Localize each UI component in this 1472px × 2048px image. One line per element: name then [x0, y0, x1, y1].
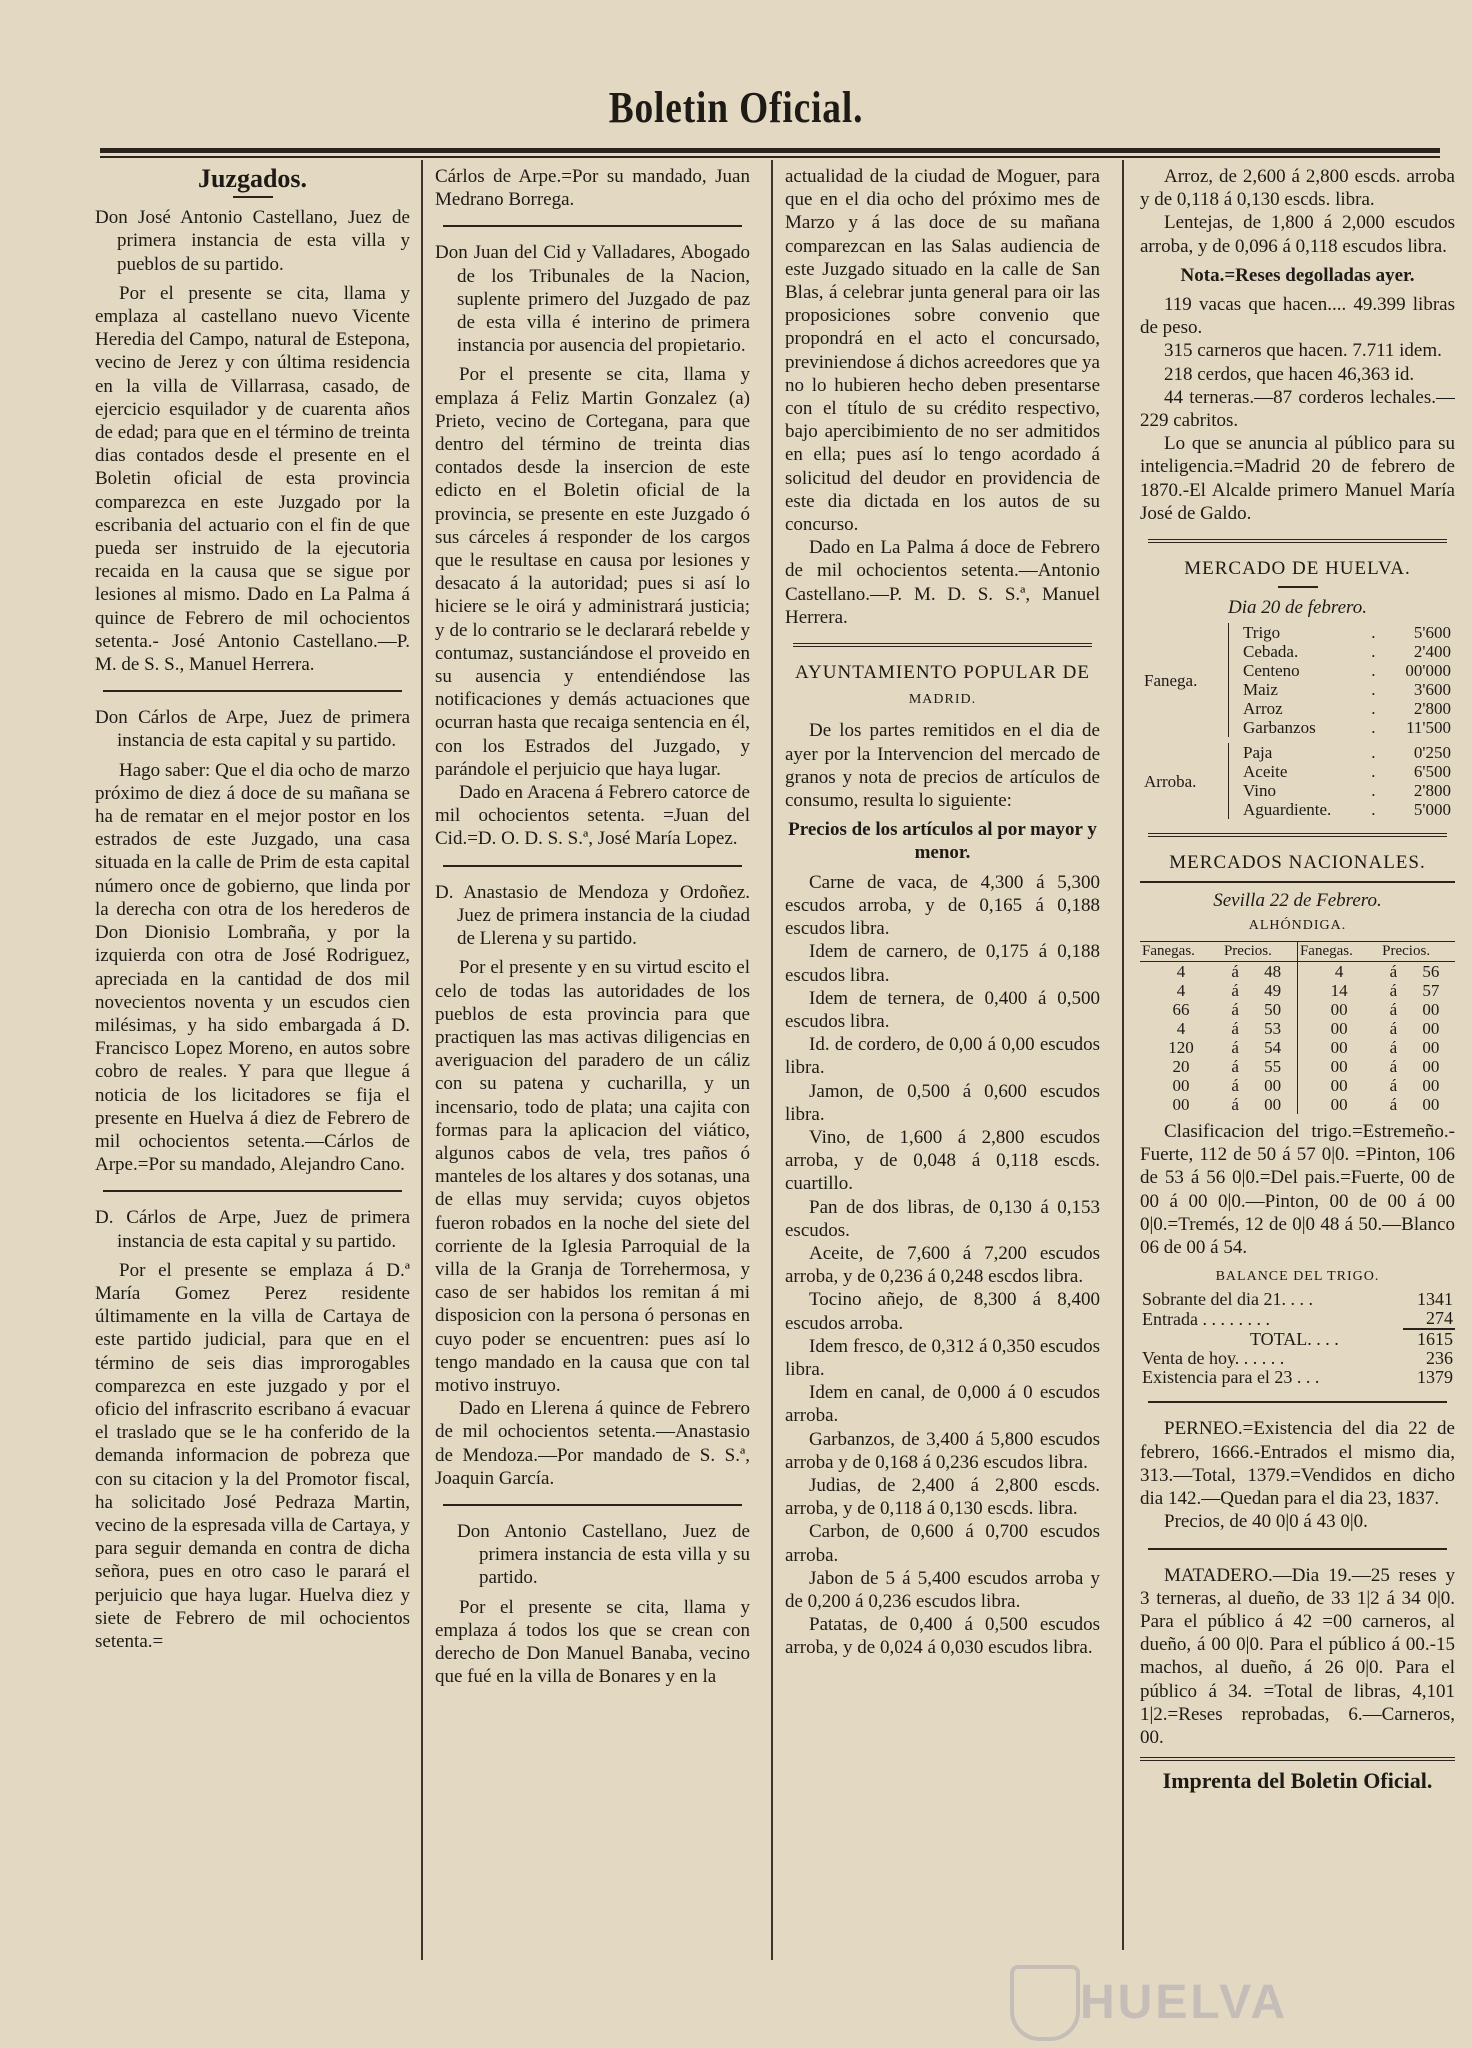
balance-label: Entrada . . . . . . . .	[1142, 1308, 1270, 1329]
column-divider	[421, 160, 423, 1960]
dot-cell: .	[1371, 623, 1376, 643]
table-row	[1140, 623, 1455, 642]
table-cell: 4	[1297, 962, 1380, 982]
notice-separator	[443, 1504, 742, 1506]
watermark-text: HUELVA	[1080, 1976, 1289, 2029]
product-name: Garbanzos	[1243, 718, 1316, 738]
product-price: 3'600	[1413, 680, 1451, 700]
notice-separator	[103, 1190, 402, 1192]
notice-body: Dado en Llerena á quince de Febrero de mil ochocientos setenta.—Anastasio de Mendoza.—Por mandado de S. S.ª, Joaquin García.	[435, 1398, 750, 1489]
balance-table	[1140, 1290, 1455, 1387]
price-item: Idem de ternera, de 0,400 á 0,500 escudos libra.	[785, 987, 1100, 1032]
table-row	[1140, 1368, 1455, 1387]
notice-body: Dado en Aracena á Febrero catorce de mil ochocientos setenta. =Juan del Cid.=D. O. D. S. S.ª, José María Lopez.	[435, 782, 750, 850]
mercado-date: Dia 20 de febrero.	[1228, 597, 1367, 619]
balance-title: BALANCE DEL TRIGO.	[1215, 1269, 1380, 1285]
price-item: Aceite, de 7,600 á 7,200 escudos arroba, y de 0,236 á 0,248 escdos libra.	[785, 1242, 1100, 1288]
table-cell: 49	[1264, 981, 1282, 1001]
dot-cell: .	[1371, 699, 1376, 719]
table-cell: 00	[1172, 1095, 1190, 1115]
thin-rule	[1140, 881, 1455, 883]
product-name: Cebada.	[1243, 642, 1299, 662]
brace-cell	[1229, 642, 1240, 661]
balance-label: Sobrante del dia 21. . . .	[1142, 1289, 1313, 1310]
table-cell: 00	[1422, 1038, 1440, 1058]
table-cell: 4	[1176, 1019, 1186, 1039]
product-name: Centeno	[1243, 661, 1300, 681]
clasificacion: Clasificacion del trigo.=Estremeño.-Fuerte, 112 de 50 á 57 0|0. =Pinton, 106 de 53 á 56 0|0.=Del pais.=Fuerte, 00 de 00 á 00 0|0.—Pinton, 00 de 00 á 00 0|0.=Tremés, 12 de 0|0 48 á 50.—Blanco 06 de 00 á 54.	[1140, 1121, 1455, 1259]
table-cell: 00	[1264, 1076, 1282, 1096]
notice-separator	[443, 225, 742, 227]
column-divider	[1122, 160, 1124, 1950]
notice-body: De los partes remitidos en el dia de ayer por la Intervencion del mercado de granos y nota de precios de artículos de consumo, resulta lo siguiente:	[785, 720, 1100, 812]
brace-cell	[1229, 743, 1240, 762]
table-cell: 4	[1176, 962, 1186, 982]
product-name: Arroz	[1243, 699, 1283, 719]
watermark-seal-icon	[1010, 1965, 1080, 2041]
table-header: Fanegas.	[1140, 942, 1222, 962]
section-separator	[1148, 833, 1447, 837]
product-price: 11'500	[1406, 718, 1451, 738]
notice-heading: Don José Antonio Castellano, Juez de primera instancia de esta villa y pueblos de su partido.	[95, 207, 410, 275]
table-cell: 00	[1264, 1095, 1282, 1115]
product-name: Trigo	[1243, 623, 1281, 643]
brace-cell	[1229, 718, 1240, 737]
table-cell: á	[1231, 1095, 1239, 1115]
table-row	[1140, 1057, 1455, 1076]
table-cell: 50	[1264, 1000, 1282, 1020]
column-divider	[771, 160, 773, 1960]
price-item: Idem en canal, de 0,000 á 0 escudos arroba.	[785, 1382, 1100, 1427]
table-header: Precios.	[1380, 942, 1455, 962]
product-name: Aguardiente.	[1243, 800, 1332, 820]
table-cell: 4	[1176, 981, 1186, 1001]
table-cell: á	[1231, 981, 1239, 1001]
table-cell: 56	[1422, 962, 1440, 982]
table-cell: á	[1231, 1076, 1239, 1096]
dot-cell: .	[1371, 661, 1376, 681]
table-row	[1140, 981, 1455, 1000]
price-item: Carne de vaca, de 4,300 á 5,300 escudos arroba, y de 0,165 á 0,188 escudos libra.	[785, 871, 1100, 940]
table-cell: á	[1231, 1019, 1239, 1039]
dot-cell: .	[1371, 800, 1376, 820]
table-cell: 00	[1297, 1000, 1380, 1019]
masthead-title: Boletin Oficial.	[608, 83, 864, 132]
notice-body: Por el presente se cita, llama y emplaza á Feliz Martin Gonzalez (a) Prieto, vecino de Cortegana, para que dentro del término de treinta dias contados desde la insercion de este edicto en el Boletin oficial de la provincia, se presente en este Juzgado ó sus cárceles á responder de los cargos que le resultase en causa por lesiones y desacato á la autoridad; pues si así lo hiciere se le oirá y administrará justicia; y de lo contrario se le declarará rebelde y contumaz, sustanciándose el proveido en su ausencia y entendiéndose las notificaciones y demás actuaciones que ocurran hasta que recaiga sentencia en él, con los Estrados del Juzgado, y parándole el perjuicio que haya lugar.	[435, 364, 750, 780]
column-3	[785, 165, 1100, 2035]
table-cell: á	[1389, 981, 1398, 1001]
table-cell: 66	[1172, 1000, 1190, 1020]
price-list-continued	[1140, 165, 1455, 258]
table-cell: 00	[1297, 1095, 1380, 1114]
section-separator	[1140, 1757, 1455, 1761]
table-cell: á	[1389, 1000, 1398, 1020]
notice-body: Por el presente y en su virtud escito el celo de todas las autoridades de los pueblos de esta provincia para que practiquen las mas activas diligencias en averiguacion del paradero de un cáliz con su patena y cucharilla, y un incensario, todo de plata; una cajita con formas para la aplicacion del viático, algunos cabos de vela, tres paños ó manteles de los altares y dos sotanas, una de ellas muy servida; cuyos objetos fueron robados en la noche del siete del corriente de la Iglesia Parroquial de la villa de la Granja de Torrehermosa, y caso de ser habidos los remitan á mi disposicion con la persona ó personas en cuyo poder se encuentren: pues así lo tengo mandado en la causa que con tal motivo instruyo.	[435, 957, 750, 1396]
table-row	[1140, 1038, 1455, 1057]
product-price: 00'000	[1405, 661, 1451, 681]
table-cell: 00	[1422, 1095, 1440, 1115]
table-cell: á	[1231, 962, 1239, 982]
price-list	[785, 871, 1100, 1660]
product-price: 5'000	[1413, 800, 1451, 820]
table-cell: 00	[1422, 1057, 1440, 1077]
table-cell: 53	[1264, 1019, 1282, 1039]
product-price: 5'600	[1413, 623, 1451, 643]
price-item: Tocino añejo, de 8,300 á 8,400 escudos arroba.	[785, 1289, 1100, 1334]
table-cell: 54	[1264, 1038, 1282, 1058]
notice-heading: Don Juan del Cid y Valladares, Abogado de los Tribunales de la Nacion, suplente primero del Juzgado de paz de esta villa é interino de primera instancia por ausencia del propietario.	[435, 242, 750, 357]
notice-body: actualidad de la ciudad de Moguer, para que en el dia ocho del próximo mes de Marzo y á las doce de su mañana comparezcan en las Salas audiencia de este Juzgado situado en la calle de San Blas, á celebrar junta general para oir las proposiciones sobre convenio que propondrá en el acto el concursado, previniendose á dichos acreedores que ya no lo hubieren hecho deben presentarse con el título de su crédito respectivo, bajo apercibimiento de no ser admitidos en ella; pues así lo tengo acordado á solicitud del deudor en providencia de este dia dictada en los autos de su concurso.	[785, 166, 1100, 536]
notice-heading: D. Anastasio de Mendoza y Ordoñez. Juez de primera instancia de la ciudad de Llerena y su partido.	[435, 881, 750, 950]
brace-cell	[1229, 699, 1240, 718]
table-cell: á	[1231, 1057, 1239, 1077]
nota-heading: Nota.=Reses degolladas ayer.	[1180, 264, 1415, 286]
table-cell: 120	[1168, 1038, 1194, 1058]
section-separator	[793, 643, 1092, 647]
table-cell: á	[1389, 962, 1398, 982]
balance-value: 1615	[1403, 1329, 1455, 1349]
section-subtitle-city: MADRID.	[908, 692, 977, 708]
balance-value: 1379	[1417, 1367, 1453, 1388]
product-name: Vino	[1243, 781, 1276, 801]
table-cell: 00	[1422, 1076, 1440, 1096]
table-cell: á	[1389, 1057, 1398, 1077]
perneo: PERNEO.=Existencia del dia 22 de febrero, 1666.-Entrados el mismo dia, 313.—Total, 1379.=Vendidos en dicho dia 142.—Quedan para el dia 23, 1837.	[1140, 1418, 1455, 1510]
table-cell: 00	[1422, 1000, 1440, 1020]
prices-heading: Precios de los artículos al por mayor y menor.	[788, 819, 1097, 864]
brace-cell	[1229, 661, 1240, 680]
notice-body: Dado en La Palma á doce de Febrero de mil ochocientos setenta.—Antonio Castellano.—P. M. D. S. S.ª, Manuel Herrera.	[785, 537, 1100, 628]
price-item: Lentejas, de 1,800 á 2,000 escudos arroba, y de 0,096 á 0,118 escudos libra.	[1140, 212, 1455, 257]
nacionales-title: MERCADOS NACIONALES.	[1169, 852, 1426, 874]
balance-label: Venta de hoy. . . . . .	[1142, 1348, 1285, 1369]
table-cell: 00	[1422, 1019, 1440, 1039]
brace-cell	[1229, 762, 1240, 781]
unit-label: Fanega.	[1144, 670, 1198, 690]
product-price: 0'250	[1413, 743, 1451, 763]
dot-cell: .	[1371, 762, 1376, 782]
dot-cell: .	[1371, 743, 1376, 763]
price-item: Judias, de 2,400 á 2,800 escds. arroba, y de 0,118 á 0,130 escds. libra.	[785, 1474, 1100, 1520]
dot-cell: .	[1371, 781, 1376, 801]
table-cell: 57	[1422, 981, 1440, 1001]
balance-label: Existencia para el 23 . . .	[1142, 1367, 1320, 1388]
table-row	[1140, 1095, 1455, 1114]
table-row	[1140, 1076, 1455, 1095]
table-cell: á	[1389, 1019, 1398, 1039]
price-item: Garbanzos, de 3,400 á 5,800 escudos arroba y de 0,168 á 0,236 escudos libra.	[785, 1428, 1100, 1473]
section-title-juzgados: Juzgados.	[197, 165, 308, 193]
brace-cell	[1229, 800, 1240, 819]
table-cell: á	[1389, 1076, 1398, 1096]
table-row	[1140, 1329, 1455, 1349]
reses-item: 119 vacas que hacen.... 49.399 libras de peso.	[1140, 294, 1455, 339]
section-separator	[1148, 539, 1447, 543]
table-cell: á	[1389, 1038, 1398, 1058]
huelva-price-table	[1140, 623, 1455, 819]
column-1	[95, 165, 410, 2035]
product-price: 2'800	[1413, 781, 1451, 801]
brace-cell	[1229, 680, 1240, 699]
reses-list	[1140, 293, 1455, 432]
notice-body: Hago saber: Que el dia ocho de marzo próximo de diez á doce de su mañana se ha de rematar en el mejor postor en los estrados de este Juzgado, una casa situada en la calle de Prim de esta capital número once de gobierno, que linda por la derecha con otra de los herederos de Don Dionisio Lombraña, y por la izquierda con otra de José Rodriguez, apreciada en la cantidad de dos mil novecientos noventa y un escudos cien milésimas, y ha sido embargada á D. Francisco Lopez Moreno, en autos sobre cobro de reales. Y para que llegue á noticia de los licitadores se fija el presente en Huelva á diez de Febrero de mil ochocientos setenta.—Cárlos de Arpe.=Por su mandado, Alejandro Cano.	[95, 759, 410, 1176]
reses-item: 44 terneras.—87 corderos lechales.—229 cabritos.	[1140, 386, 1455, 432]
imprenta-line: Imprenta del Boletin Oficial.	[1162, 1768, 1433, 1794]
table-cell: 00	[1172, 1076, 1190, 1096]
product-price: 2'800	[1413, 699, 1451, 719]
table-cell: 48	[1264, 962, 1282, 982]
alhondiga-table	[1140, 941, 1455, 1114]
price-item: Pan de dos libras, de 0,130 á 0,153 escudos.	[785, 1196, 1100, 1241]
table-row	[1140, 1019, 1455, 1038]
masthead-rule	[100, 148, 1440, 153]
table-header: Precios.	[1222, 942, 1298, 962]
table-cell: á	[1231, 1038, 1239, 1058]
balance-value: 274	[1426, 1308, 1453, 1329]
price-item: Jabon de 5 á 5,400 escudos arroba y de 0,200 á 0,236 escudos libra.	[785, 1567, 1100, 1612]
notice-heading: Don Antonio Castellano, Juez de primera instancia de esta villa y su partido.	[457, 1520, 750, 1589]
dot-cell: .	[1371, 718, 1376, 738]
table-row	[1140, 1349, 1455, 1368]
notice-body: Por el presente se cita, llama y emplaza á todos los que se crean con derecho de Don Manuel Banaba, vecino que fué en la villa de Bonares y en la	[435, 1596, 750, 1688]
notice-separator	[443, 865, 742, 867]
price-item: Vino, de 1,600 á 2,800 escudos arroba, y de 0,048 á 0,118 escds. cuartillo.	[785, 1126, 1100, 1195]
notice-body: Cárlos de Arpe.=Por su mandado, Juan Medrano Borrega.	[435, 166, 750, 211]
table-cell: 20	[1172, 1057, 1190, 1077]
product-name: Aceite	[1243, 762, 1288, 782]
price-item: Patatas, de 0,400 á 0,500 escudos arroba, y de 0,024 á 0,030 escudos libra.	[785, 1614, 1100, 1659]
table-row	[1140, 1290, 1455, 1309]
notice-separator	[103, 690, 402, 692]
product-name: Paja	[1243, 743, 1273, 763]
product-price: 2'400	[1413, 642, 1451, 662]
notice-body: Por el presente se emplaza á D.ª María Gomez Perez residente últimamente en la villa de Cartaya de este partido judicial, para que en el término de seis dias improrogables comparezca en este juzgado y por el oficio del infrascrito escribano á evacuar el traslado que se le ha conferido de la demanda informacion de pobreza que con su citacion y la del Promotor fiscal, ha solicitado José Pedraza Martin, vecino de la espresada villa de Cartaya, y para seguir demanda en contra de dicha señora, pues en otro caso le parará el perjuicio que haya lugar. Huelva diez y siete de Febrero de mil ochocientos setenta.=	[95, 1259, 410, 1652]
table-cell: 00	[1297, 1076, 1380, 1095]
table-cell: á	[1389, 1095, 1398, 1115]
balance-value: 1341	[1417, 1289, 1453, 1310]
price-item: Idem fresco, de 0,312 á 0,350 escudos libra.	[785, 1335, 1100, 1380]
brace-cell	[1229, 781, 1240, 800]
column-4	[1140, 165, 1455, 2035]
product-price: 6'500	[1413, 762, 1451, 782]
price-item: Carbon, de 0,600 á 0,700 escudos arroba.	[785, 1521, 1100, 1566]
table-header: Fanegas.	[1297, 942, 1380, 962]
notice-heading: D. Cárlos de Arpe, Juez de primera instancia de esta capital y su partido.	[95, 1207, 410, 1252]
table-row	[1140, 1000, 1455, 1019]
table-cell: 00	[1297, 1038, 1380, 1057]
section-title-ayuntamiento: AYUNTAMIENTO POPULAR DE	[795, 662, 1090, 684]
alhondiga-label: ALHÓNDIGA.	[1248, 917, 1347, 933]
balance-value: 236	[1426, 1348, 1453, 1369]
balance-label: TOTAL. . . .	[1250, 1328, 1339, 1349]
table-row	[1140, 743, 1455, 762]
perneo-precios: Precios, de 40 0|0 á 43 0|0.	[1164, 1511, 1368, 1533]
table-cell: á	[1231, 1000, 1239, 1020]
reses-item: 218 cerdos, que hacen 46,363 id.	[1164, 363, 1415, 385]
dot-cell: .	[1371, 680, 1376, 700]
notice-heading: Don Cárlos de Arpe, Juez de primera instancia de esta capital y su partido.	[95, 707, 410, 752]
price-item: Idem de carnero, de 0,175 á 0,188 escudos libra.	[785, 941, 1100, 986]
section-separator	[1148, 1401, 1447, 1403]
anuncio: Lo que se anuncia al público para su inteligencia.=Madrid 20 de febrero de 1870.-El Alcalde primero Manuel María José de Galdo.	[1140, 433, 1455, 524]
table-cell: 55	[1264, 1057, 1282, 1077]
table-cell: 00	[1297, 1057, 1380, 1076]
table-row	[1140, 962, 1455, 982]
table-row	[1140, 1309, 1455, 1329]
mercado-huelva-title: MERCADO DE HUELVA.	[1184, 558, 1411, 580]
short-rule	[233, 196, 273, 198]
table-cell: 14	[1297, 981, 1380, 1000]
price-item: Jamon, de 0,500 á 0,600 escudos libra.	[785, 1080, 1100, 1125]
reses-item: 315 carneros que hacen. 7.711 idem.	[1164, 340, 1442, 362]
masthead-rule-thin	[100, 156, 1440, 158]
section-separator	[1148, 1548, 1447, 1550]
sevilla-date: Sevilla 22 de Febrero.	[1213, 889, 1382, 911]
product-name: Maiz	[1243, 680, 1278, 700]
price-item: Arroz, de 2,600 á 2,800 escds. arroba y de 0,118 á 0,130 escds. libra.	[1140, 166, 1455, 211]
dot-cell: .	[1371, 642, 1376, 662]
column-2	[435, 165, 750, 2035]
table-cell: 00	[1297, 1019, 1380, 1038]
notice-body: Por el presente se cita, llama y emplaza al castellano nuevo Vicente Heredia del Campo, natural de Estepona, vecino de Jerez y con última residencia en la villa de Villarrasa, casado, de ejercicio esquilador y de cuarenta años de edad; para que en el término de treinta dias contados desde el presente en el Boletin oficial de esta provincia comparezca en este Juzgado por la escribania del actuario con el fin de que pueda ser instruido de la ejecutoria recaida en la causa que se sigue por lesiones al mismo. Dado en La Palma á quince de Febrero de mil ochocientos setenta.- José Antonio Castellano.—P. M. de S. S., Manuel Herrera.	[95, 282, 410, 676]
price-item: Id. de cordero, de 0,00 á 0,00 escudos libra.	[785, 1034, 1100, 1079]
brace-cell	[1229, 623, 1240, 642]
matadero: MATADERO.—Dia 19.—25 reses y 3 terneras, al dueño, de 33 1|2 á 34 0|0. Para el público á 42 =00 carneros, al dueño, á 00 0|0. Para el público á 00.-15 machos, al dueño, á 26 0|0. Para el público á 34. =Total de libras, 4,101 1|2.=Reses reprobadas, 6.—Carneros, 00.	[1140, 1564, 1455, 1748]
unit-label: Arroba.	[1144, 771, 1197, 791]
short-rule	[1278, 586, 1318, 588]
